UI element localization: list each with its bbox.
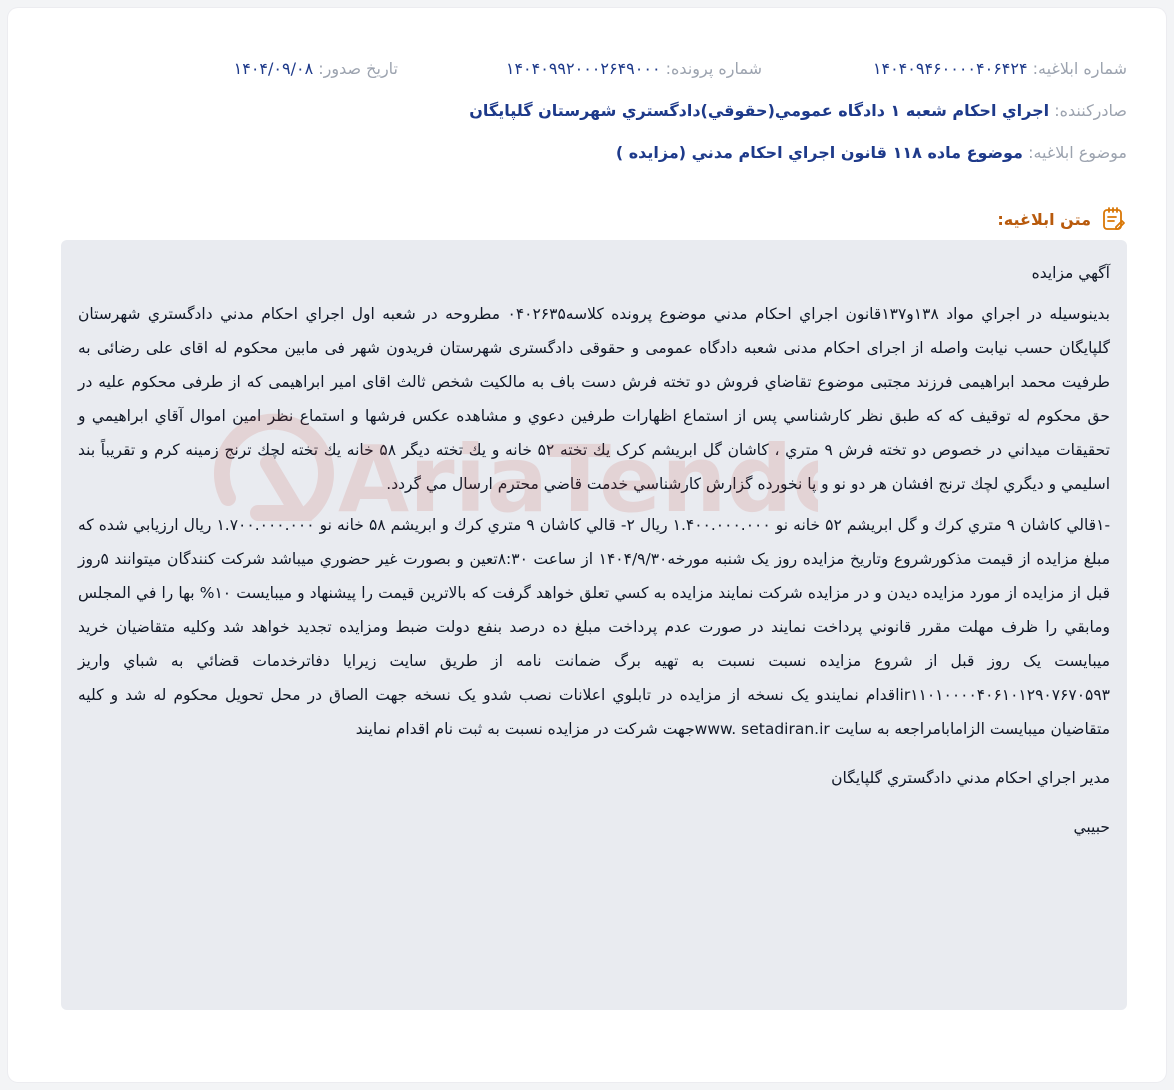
case-number [506, 59, 762, 78]
subject-value: موضوع ماده ۱۱۸ قانون اجراي احکام مدني (مزايده ) [615, 143, 1023, 162]
subject-label: موضوع ابلاغيه: [1028, 143, 1127, 162]
notice-text-title: متن ابلاغيه: [997, 209, 1091, 229]
notice-number [873, 59, 1127, 78]
notice-text-heading [997, 205, 1127, 233]
notice-card [8, 8, 1166, 1082]
signature-name: حبيبي [1073, 818, 1110, 836]
note-icon [1099, 205, 1127, 233]
issuer-label: صادرکننده: [1054, 101, 1127, 120]
notice-number-value: ۱۴۰۴۰۹۴۶۰۰۰۰۴۰۶۴۲۴ [872, 59, 1028, 78]
issuer-value: اجراي احکام شعبه ۱ دادگاه عمومي(حقوقي)دادگستري شهرستان گلپايگان [469, 101, 1050, 120]
case-number-value: ۱۴۰۴۰۹۹۲۰۰۰۲۶۴۹۰۰۰ [505, 59, 661, 78]
notice-body [61, 240, 1127, 1010]
issue-date-label: تاريخ صدور: [318, 59, 398, 78]
notice-number-label: شماره ابلاغيه: [1032, 59, 1127, 78]
subject-row [616, 143, 1127, 162]
case-number-label: شماره پرونده: [665, 59, 762, 78]
notice-paragraph-2: -۱قالي کاشان ۹ متري کرك و گل ابريشم ۵۲ خانه نو ۱.۴۰۰.۰۰۰.۰۰۰ ريال ۲- قالي کاشان ۹ متري کرك و ابريشم ۵۸ خانه نو ۱.۷۰۰.۰۰۰.۰۰۰ ريال ارزيابي شده که مبلغ مزايده از قيمت مذکورشروع وتاريخ مزايده روز يک شنبه مورخه۱۴۰۴/۹/۳۰ از ساعت ۸:۳۰تعين و بصورت غير حضوري ميباشد شرکت کنندگان ميتوانند ۵روز قبل از مزايده از مورد مزايده ديدن و در مزايده شرکت نمايند مزايده به کسي تعلق خواهد گرفت که بالاترين قيمت را پيشنهاد و ميبايست ۱۰% بها را في المجلس ومابقي را ظرف مهلت مقرر قانوني پرداخت نمايند در صورت عدم پرداخت مبلغ ده درصد بنفع دولت ضبط ومزايده تجديد خواهد شد وکليه متقاضيان خريد ميبايست يک روز قبل از شروع مزايده نسبت نسبت به تهيه برگ ضمانت نامه از طريق سايت زيرايا دفاترخدمات قضائي به شباي واريز ir۱۱۰۱۰۰۰۰۴۰۶۱۰۱۲۹۰۷۶۷۰۵۹۳اقدام نمايندو يک نسخه از مزايده در تابلوي اعلانات نصب شدو يک نسخه جهت الصاق در محل تحويل محکوم له شد و کليه متقاضيان ميبايست الزامابامراجعه به سايت www. setadiran.irجهت شرکت در مزايده نسبت به ثبت نام اقدام نمايند [78, 516, 1111, 738]
notice-paragraph-1: بدينوسيله در اجراي مواد ۱۳۸و۱۳۷قانون اجراي احکام مدني موضوع پرونده کلاسه۰۴۰۲۶۳۵ مطروحه در شعبه اول اجراي احکام مدني دادگستري شهرستان گلپايگان حسب نيابت واصله از اجرای احکام مدنی شعبه دادگاه عمومی و حقوقی دادگستری شهرستان فريدون شهر فی مابين محکوم له اقای علی رضائی به طرفيت محمد ابراهيمی فرزند مجتبی موضوع تقاضاي فروش دو تخته فرش دست باف به مالکيت شخص ثالث اقای امير ابراهيمی که از طرفی محکوم عليه در حق محکوم له توقيف که که طبق نظر کارشناسي پس از استماع اظهارات طرفين دعوي و مشاهده عکس فرشها و استماع نظر امين اموال آقاي ابراهيمي و تحقيقات ميداني در خصوص دو تخته فرش ۹ متري ، کاشان گل ابريشم کرک يك تخته ۵۲ خانه و يك تخته ديگر ۵۸ خانه يك تخته لچك ترنج زمينه کرم و تقريباً بند اسليمي و ديگري لچك ترنج افشان هر دو نو و پا نخورده گزارش کارشناسي خدمت قاضي محترم ارسال مي گردد. [78, 305, 1110, 493]
signature-title: مدير اجراي احکام مدني دادگستري گلپايگان [831, 769, 1110, 787]
issue-date [234, 59, 398, 78]
issuer-row [469, 101, 1127, 120]
issue-date-value: ۱۴۰۴/۰۹/۰۸ [233, 59, 314, 78]
notice-heading: آگهي مزايده [1031, 264, 1110, 282]
